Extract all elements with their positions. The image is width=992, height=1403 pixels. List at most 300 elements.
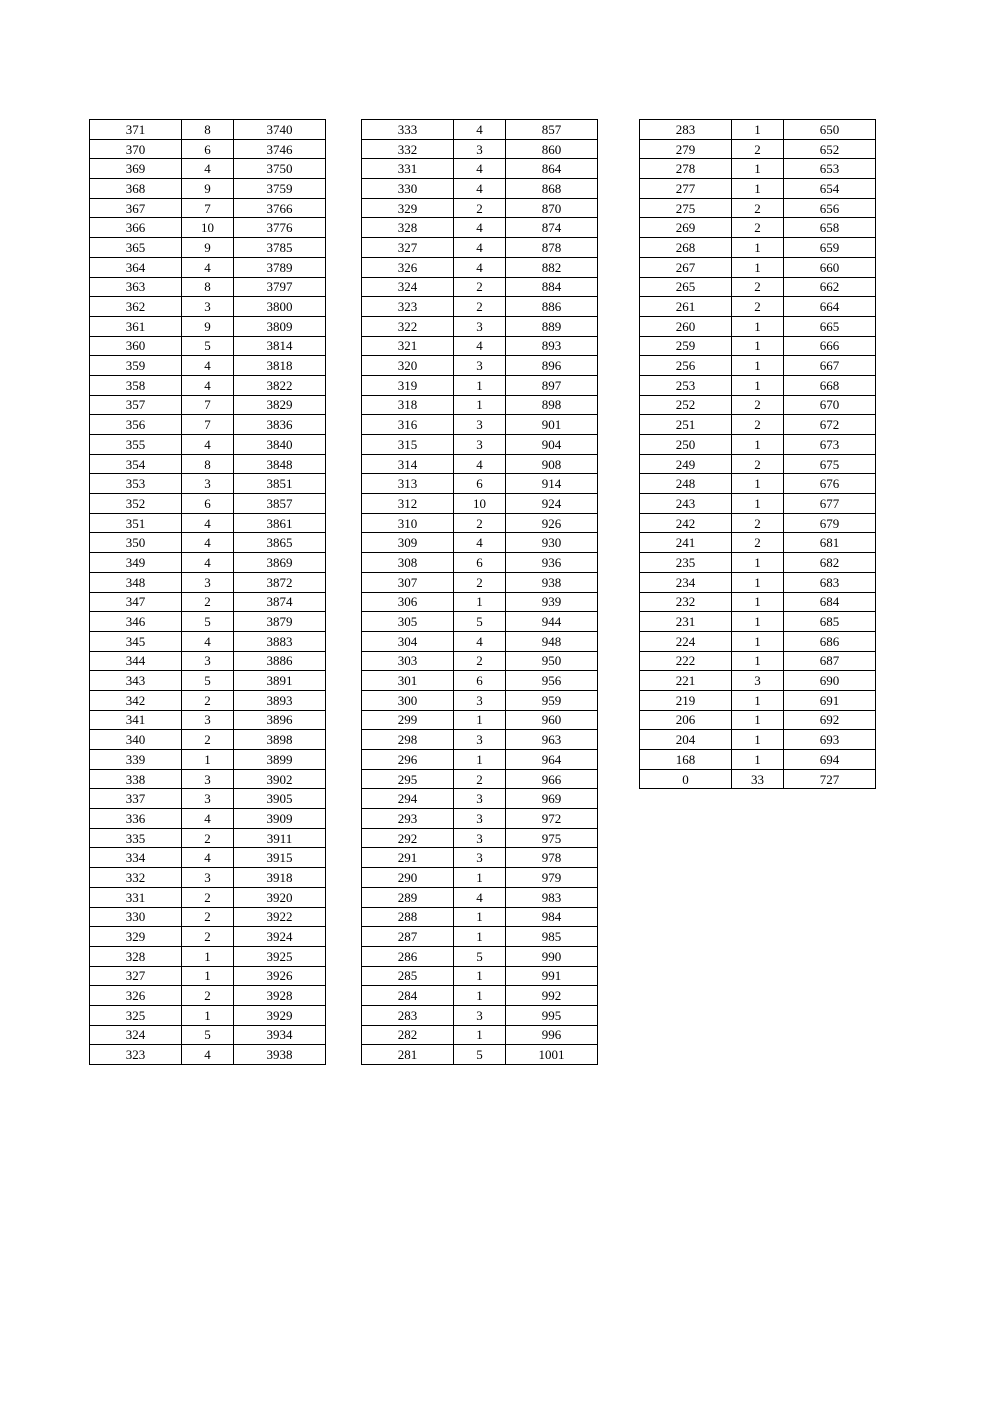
score-cell: 252 xyxy=(640,395,732,415)
cumulative-cell: 691 xyxy=(784,690,876,710)
score-cell: 253 xyxy=(640,375,732,395)
count-cell: 1 xyxy=(732,159,784,179)
table-row xyxy=(90,966,326,986)
cumulative-cell: 3857 xyxy=(234,494,326,514)
cumulative-cell: 3929 xyxy=(234,1005,326,1025)
table-row xyxy=(362,828,598,848)
score-cell: 331 xyxy=(90,887,182,907)
score-cell: 323 xyxy=(362,297,454,317)
count-cell: 4 xyxy=(182,631,234,651)
table-row xyxy=(90,730,326,750)
score-cell: 293 xyxy=(362,809,454,829)
cumulative-cell: 3920 xyxy=(234,887,326,907)
cumulative-cell: 666 xyxy=(784,336,876,356)
score-cell: 335 xyxy=(90,828,182,848)
score-cell: 268 xyxy=(640,238,732,258)
count-cell: 4 xyxy=(454,454,506,474)
count-cell: 3 xyxy=(454,1005,506,1025)
count-cell: 3 xyxy=(182,789,234,809)
table-row xyxy=(362,907,598,927)
score-cell: 345 xyxy=(90,631,182,651)
table-row xyxy=(640,750,876,770)
count-cell: 5 xyxy=(182,1025,234,1045)
score-cell: 301 xyxy=(362,671,454,691)
cumulative-cell: 3759 xyxy=(234,179,326,199)
count-cell: 2 xyxy=(182,907,234,927)
cumulative-cell: 658 xyxy=(784,218,876,238)
count-cell: 3 xyxy=(182,297,234,317)
table-row xyxy=(362,316,598,336)
count-cell: 5 xyxy=(182,336,234,356)
count-cell: 2 xyxy=(182,592,234,612)
table-row xyxy=(90,789,326,809)
table-row xyxy=(90,218,326,238)
score-cell: 249 xyxy=(640,454,732,474)
cumulative-cell: 926 xyxy=(506,513,598,533)
count-cell: 1 xyxy=(732,710,784,730)
score-cell: 278 xyxy=(640,159,732,179)
score-cell: 336 xyxy=(90,809,182,829)
cumulative-cell: 882 xyxy=(506,257,598,277)
count-cell: 1 xyxy=(732,238,784,258)
score-cell: 306 xyxy=(362,592,454,612)
count-cell: 3 xyxy=(454,435,506,455)
score-cell: 315 xyxy=(362,435,454,455)
table-row xyxy=(362,730,598,750)
table-row xyxy=(90,1005,326,1025)
count-cell: 1 xyxy=(732,592,784,612)
count-cell: 1 xyxy=(732,120,784,140)
score-cell: 248 xyxy=(640,474,732,494)
score-cell: 341 xyxy=(90,710,182,730)
count-cell: 2 xyxy=(454,198,506,218)
count-cell: 9 xyxy=(182,316,234,336)
table-row xyxy=(90,297,326,317)
table-row xyxy=(362,946,598,966)
table-row xyxy=(640,494,876,514)
count-cell: 4 xyxy=(454,120,506,140)
cumulative-cell: 924 xyxy=(506,494,598,514)
score-cell: 261 xyxy=(640,297,732,317)
count-cell: 3 xyxy=(454,789,506,809)
table-row xyxy=(362,927,598,947)
table-row xyxy=(90,120,326,140)
table-row xyxy=(362,710,598,730)
score-cell: 300 xyxy=(362,690,454,710)
count-cell: 5 xyxy=(182,671,234,691)
score-cell: 231 xyxy=(640,612,732,632)
score-cell: 305 xyxy=(362,612,454,632)
count-cell: 9 xyxy=(182,179,234,199)
score-cell: 328 xyxy=(362,218,454,238)
score-cell: 366 xyxy=(90,218,182,238)
cumulative-cell: 668 xyxy=(784,375,876,395)
count-cell: 3 xyxy=(454,356,506,376)
score-cell: 356 xyxy=(90,415,182,435)
table-row xyxy=(362,592,598,612)
count-cell: 3 xyxy=(454,848,506,868)
score-cell: 352 xyxy=(90,494,182,514)
score-cell: 232 xyxy=(640,592,732,612)
score-cell: 312 xyxy=(362,494,454,514)
count-cell: 1 xyxy=(732,474,784,494)
cumulative-cell: 860 xyxy=(506,139,598,159)
cumulative-cell: 3879 xyxy=(234,612,326,632)
cumulative-cell: 3934 xyxy=(234,1025,326,1045)
score-cell: 353 xyxy=(90,474,182,494)
table-row xyxy=(640,356,876,376)
cumulative-cell: 3896 xyxy=(234,710,326,730)
table-row xyxy=(640,690,876,710)
score-cell: 357 xyxy=(90,395,182,415)
cumulative-cell: 672 xyxy=(784,415,876,435)
score-cell: 342 xyxy=(90,690,182,710)
count-cell: 5 xyxy=(454,946,506,966)
table-row xyxy=(362,139,598,159)
score-cell: 337 xyxy=(90,789,182,809)
cumulative-cell: 652 xyxy=(784,139,876,159)
cumulative-cell: 878 xyxy=(506,238,598,258)
table-row xyxy=(90,887,326,907)
score-cell: 326 xyxy=(362,257,454,277)
score-cell: 343 xyxy=(90,671,182,691)
cumulative-cell: 3893 xyxy=(234,690,326,710)
score-cell: 365 xyxy=(90,238,182,258)
cumulative-cell: 868 xyxy=(506,179,598,199)
cumulative-cell: 3829 xyxy=(234,395,326,415)
cumulative-cell: 3740 xyxy=(234,120,326,140)
count-cell: 4 xyxy=(182,533,234,553)
cumulative-cell: 874 xyxy=(506,218,598,238)
score-cell: 296 xyxy=(362,750,454,770)
count-cell: 2 xyxy=(732,454,784,474)
score-cell: 318 xyxy=(362,395,454,415)
cumulative-cell: 864 xyxy=(506,159,598,179)
table-row xyxy=(90,612,326,632)
score-cell: 358 xyxy=(90,375,182,395)
count-cell: 4 xyxy=(182,553,234,573)
score-cell: 368 xyxy=(90,179,182,199)
score-cell: 307 xyxy=(362,572,454,592)
count-cell: 8 xyxy=(182,120,234,140)
score-cell: 346 xyxy=(90,612,182,632)
count-cell: 3 xyxy=(182,474,234,494)
score-cell: 299 xyxy=(362,710,454,730)
score-cell: 256 xyxy=(640,356,732,376)
score-cell: 359 xyxy=(90,356,182,376)
cumulative-cell: 1001 xyxy=(506,1045,598,1065)
score-cell: 295 xyxy=(362,769,454,789)
count-cell: 3 xyxy=(454,690,506,710)
cumulative-cell: 3883 xyxy=(234,631,326,651)
table-row xyxy=(90,179,326,199)
table-row xyxy=(640,651,876,671)
score-cell: 275 xyxy=(640,198,732,218)
score-cell: 168 xyxy=(640,750,732,770)
table-row xyxy=(640,631,876,651)
score-cell: 269 xyxy=(640,218,732,238)
cumulative-cell: 670 xyxy=(784,395,876,415)
score-cell: 332 xyxy=(90,868,182,888)
cumulative-cell: 653 xyxy=(784,159,876,179)
cumulative-cell: 682 xyxy=(784,553,876,573)
score-cell: 288 xyxy=(362,907,454,927)
cumulative-cell: 3922 xyxy=(234,907,326,927)
cumulative-cell: 979 xyxy=(506,868,598,888)
table-row xyxy=(90,257,326,277)
count-cell: 2 xyxy=(454,513,506,533)
score-cell: 222 xyxy=(640,651,732,671)
count-cell: 1 xyxy=(182,946,234,966)
score-cell: 304 xyxy=(362,631,454,651)
count-cell: 2 xyxy=(182,690,234,710)
count-cell: 4 xyxy=(454,218,506,238)
count-cell: 4 xyxy=(454,533,506,553)
table-row xyxy=(362,1005,598,1025)
table-row xyxy=(362,513,598,533)
table-row xyxy=(362,454,598,474)
cumulative-cell: 966 xyxy=(506,769,598,789)
table-row xyxy=(362,868,598,888)
cumulative-cell: 664 xyxy=(784,297,876,317)
score-cell: 330 xyxy=(90,907,182,927)
table-row xyxy=(640,375,876,395)
cumulative-cell: 3814 xyxy=(234,336,326,356)
table-row xyxy=(90,277,326,297)
table-row xyxy=(640,730,876,750)
table-row xyxy=(90,631,326,651)
table-row xyxy=(362,435,598,455)
table-row xyxy=(362,631,598,651)
table-row xyxy=(362,198,598,218)
table-row xyxy=(362,848,598,868)
score-cell: 289 xyxy=(362,887,454,907)
count-cell: 10 xyxy=(182,218,234,238)
table-row xyxy=(90,828,326,848)
cumulative-cell: 897 xyxy=(506,375,598,395)
count-cell: 33 xyxy=(732,769,784,789)
cumulative-cell: 3911 xyxy=(234,828,326,848)
score-cell: 0 xyxy=(640,769,732,789)
count-cell: 3 xyxy=(454,139,506,159)
cumulative-cell: 991 xyxy=(506,966,598,986)
score-cell: 321 xyxy=(362,336,454,356)
table-row xyxy=(640,277,876,297)
table-row xyxy=(362,277,598,297)
table-row xyxy=(362,159,598,179)
score-cell: 283 xyxy=(640,120,732,140)
count-cell: 4 xyxy=(454,336,506,356)
cumulative-cell: 3905 xyxy=(234,789,326,809)
score-cell: 364 xyxy=(90,257,182,277)
cumulative-cell: 930 xyxy=(506,533,598,553)
cumulative-cell: 944 xyxy=(506,612,598,632)
count-cell: 1 xyxy=(732,553,784,573)
count-cell: 2 xyxy=(732,395,784,415)
cumulative-cell: 3840 xyxy=(234,435,326,455)
count-cell: 1 xyxy=(454,710,506,730)
count-cell: 2 xyxy=(732,139,784,159)
score-cell: 367 xyxy=(90,198,182,218)
count-cell: 3 xyxy=(182,769,234,789)
count-cell: 4 xyxy=(454,887,506,907)
cumulative-cell: 950 xyxy=(506,651,598,671)
cumulative-cell: 969 xyxy=(506,789,598,809)
table-row xyxy=(640,179,876,199)
cumulative-cell: 3909 xyxy=(234,809,326,829)
cumulative-cell: 665 xyxy=(784,316,876,336)
table-row xyxy=(362,1025,598,1045)
table-row xyxy=(90,572,326,592)
cumulative-cell: 3776 xyxy=(234,218,326,238)
cumulative-cell: 681 xyxy=(784,533,876,553)
count-cell: 1 xyxy=(454,592,506,612)
cumulative-cell: 857 xyxy=(506,120,598,140)
table-row xyxy=(640,218,876,238)
count-cell: 1 xyxy=(732,336,784,356)
score-cell: 287 xyxy=(362,927,454,947)
table-row xyxy=(362,120,598,140)
cumulative-cell: 936 xyxy=(506,553,598,573)
table-row xyxy=(90,159,326,179)
table-row xyxy=(640,572,876,592)
table-row xyxy=(362,572,598,592)
table-row xyxy=(90,238,326,258)
cumulative-cell: 3851 xyxy=(234,474,326,494)
count-cell: 2 xyxy=(182,927,234,947)
table-row xyxy=(90,533,326,553)
count-cell: 2 xyxy=(454,297,506,317)
cumulative-cell: 904 xyxy=(506,435,598,455)
cumulative-cell: 3886 xyxy=(234,651,326,671)
count-cell: 1 xyxy=(732,631,784,651)
cumulative-cell: 667 xyxy=(784,356,876,376)
table-row xyxy=(90,927,326,947)
count-cell: 2 xyxy=(732,415,784,435)
score-cell: 319 xyxy=(362,375,454,395)
count-cell: 9 xyxy=(182,238,234,258)
score-cell: 281 xyxy=(362,1045,454,1065)
score-cell: 279 xyxy=(640,139,732,159)
table-row xyxy=(362,297,598,317)
count-cell: 2 xyxy=(182,887,234,907)
score-cell: 291 xyxy=(362,848,454,868)
table-row xyxy=(90,435,326,455)
cumulative-cell: 908 xyxy=(506,454,598,474)
cumulative-cell: 3869 xyxy=(234,553,326,573)
cumulative-cell: 686 xyxy=(784,631,876,651)
table-row xyxy=(640,454,876,474)
table-row xyxy=(362,887,598,907)
count-cell: 4 xyxy=(182,159,234,179)
table-row xyxy=(640,159,876,179)
count-cell: 1 xyxy=(732,435,784,455)
table-row xyxy=(90,710,326,730)
score-cell: 310 xyxy=(362,513,454,533)
count-cell: 1 xyxy=(454,966,506,986)
score-cell: 292 xyxy=(362,828,454,848)
cumulative-cell: 992 xyxy=(506,986,598,1006)
score-cell: 338 xyxy=(90,769,182,789)
cumulative-cell: 693 xyxy=(784,730,876,750)
score-cell: 286 xyxy=(362,946,454,966)
score-cell: 322 xyxy=(362,316,454,336)
cumulative-cell: 948 xyxy=(506,631,598,651)
score-cell: 290 xyxy=(362,868,454,888)
cumulative-cell: 939 xyxy=(506,592,598,612)
cumulative-cell: 984 xyxy=(506,907,598,927)
table-row xyxy=(362,651,598,671)
cumulative-cell: 3925 xyxy=(234,946,326,966)
count-cell: 8 xyxy=(182,454,234,474)
count-cell: 2 xyxy=(732,297,784,317)
score-cell: 224 xyxy=(640,631,732,651)
count-cell: 2 xyxy=(454,769,506,789)
count-cell: 1 xyxy=(182,966,234,986)
score-cell: 320 xyxy=(362,356,454,376)
cumulative-cell: 3899 xyxy=(234,750,326,770)
cumulative-cell: 662 xyxy=(784,277,876,297)
score-cell: 313 xyxy=(362,474,454,494)
cumulative-cell: 995 xyxy=(506,1005,598,1025)
cumulative-cell: 990 xyxy=(506,946,598,966)
cumulative-cell: 3872 xyxy=(234,572,326,592)
table-row xyxy=(362,238,598,258)
count-cell: 2 xyxy=(732,277,784,297)
table-row xyxy=(362,750,598,770)
table-row xyxy=(362,671,598,691)
cumulative-cell: 3746 xyxy=(234,139,326,159)
score-cell: 283 xyxy=(362,1005,454,1025)
count-cell: 4 xyxy=(182,809,234,829)
score-cell: 333 xyxy=(362,120,454,140)
count-cell: 4 xyxy=(182,513,234,533)
count-cell: 1 xyxy=(732,375,784,395)
cumulative-cell: 3766 xyxy=(234,198,326,218)
score-cell: 251 xyxy=(640,415,732,435)
count-cell: 2 xyxy=(182,828,234,848)
table-row xyxy=(90,651,326,671)
cumulative-cell: 727 xyxy=(784,769,876,789)
count-cell: 2 xyxy=(454,572,506,592)
count-cell: 8 xyxy=(182,277,234,297)
cumulative-cell: 889 xyxy=(506,316,598,336)
table-row xyxy=(640,336,876,356)
count-cell: 1 xyxy=(454,868,506,888)
score-cell: 329 xyxy=(362,198,454,218)
cumulative-cell: 938 xyxy=(506,572,598,592)
score-cell: 324 xyxy=(362,277,454,297)
score-cell: 363 xyxy=(90,277,182,297)
cumulative-cell: 884 xyxy=(506,277,598,297)
table-row xyxy=(90,395,326,415)
count-cell: 1 xyxy=(454,395,506,415)
table-row xyxy=(640,592,876,612)
score-cell: 267 xyxy=(640,257,732,277)
score-cell: 344 xyxy=(90,651,182,671)
cumulative-cell: 679 xyxy=(784,513,876,533)
table-row xyxy=(640,198,876,218)
score-cell: 361 xyxy=(90,316,182,336)
cumulative-cell: 3918 xyxy=(234,868,326,888)
count-cell: 4 xyxy=(454,159,506,179)
table-row xyxy=(362,395,598,415)
score-cell: 362 xyxy=(90,297,182,317)
table-row xyxy=(362,474,598,494)
count-cell: 6 xyxy=(454,474,506,494)
cumulative-cell: 3750 xyxy=(234,159,326,179)
count-cell: 2 xyxy=(454,651,506,671)
